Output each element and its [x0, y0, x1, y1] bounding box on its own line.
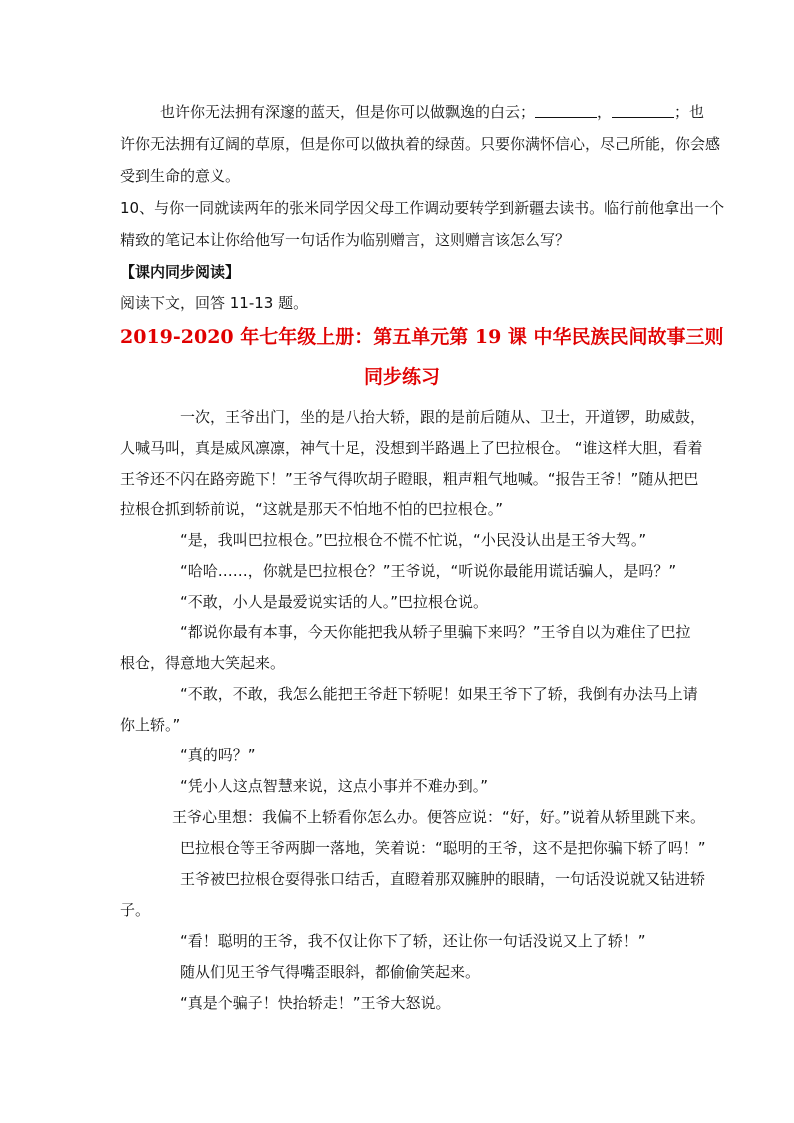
paragraph-line: 受到生命的意义。	[120, 167, 241, 185]
story-line: “都说你最有本事，今天你能把我从轿子里骗下来吗？”王爷自以为难住了巴拉	[180, 623, 691, 641]
section-heading: 【课内同步阅读】	[120, 263, 241, 281]
story-line: 你上轿。”	[120, 716, 181, 734]
answer-blank-1[interactable]	[535, 103, 597, 118]
story-line: “不敢，不敢，我怎么能把王爷赶下轿呢！如果王爷下了轿，我倒有办法马上请	[180, 685, 698, 703]
story-line: 巴拉根仓等王爷两脚一落地，笑着说：“聪明的王爷，这不是把你骗下轿了吗！”	[180, 839, 706, 857]
story-line: 一次，王爷出门，坐的是八抬大轿，跟的是前后随从、卫士，开道锣，助威鼓，	[180, 408, 706, 426]
text-run: 也许你无法拥有深邃的蓝天，但是你可以做飘逸的白云；	[160, 103, 536, 121]
story-line: “真的吗？”	[180, 746, 256, 764]
text-run: ，	[597, 103, 613, 121]
question-10-line: 精致的笔记本让你给他写一句话作为临别赠言，这则赠言该怎么写？	[120, 231, 571, 249]
story-line: 子。	[120, 901, 151, 919]
story-line: 王爷还不闪在路旁跪下！”王爷气得吹胡子瞪眼，粗声粗气地喊。“报告王爷！”随从把巴	[120, 470, 699, 488]
paragraph-line-blanks	[160, 97, 704, 127]
story-line: 根仓，得意地大笑起来。	[120, 654, 286, 672]
instruction-line: 阅读下文，回答 11-13 题。	[120, 294, 309, 312]
story-line: 拉根仓抓到轿前说，“这就是那天不怕地不怕的巴拉根仓。”	[120, 500, 504, 518]
story-line: “真是个骗子！快抬轿走！”王爷大怒说。	[180, 994, 451, 1012]
story-line: 王爷被巴拉根仓耍得张口结舌，直瞪着那双臃肿的眼睛，一句话没说就又钻进轿	[180, 870, 706, 888]
story-line: “看！聪明的王爷，我不仅让你下了轿，还让你一句话没说又上了轿！”	[180, 932, 646, 950]
story-line: “哈哈……，你就是巴拉根仓？”王爷说，“听说你最能用谎话骗人，是吗？”	[180, 562, 677, 580]
story-line: 随从们见王爷气得嘴歪眼斜，都偷偷笑起来。	[180, 963, 481, 981]
story-line: “不敢，小人是最爱说实话的人。”巴拉根仓说。	[180, 593, 489, 611]
paragraph-line: 许你无法拥有辽阔的草原，但是你可以做执着的绿茵。只要你满怀信心，尽己所能，你会感	[120, 135, 721, 153]
question-10-line: 10、与你一同就读两年的张米同学因父母工作调动要转学到新疆去读书。临行前他拿出一个	[120, 199, 725, 217]
page-title-line2: 同步练习	[364, 366, 441, 388]
page-title: 2019-2020 年七年级上册：第五单元第 19 课 中华民族民间故事三则	[120, 326, 724, 348]
answer-blank-2[interactable]	[612, 103, 674, 118]
story-line: “凭小人这点智慧来说，这点小事并不难办到。”	[180, 777, 489, 795]
story-line: 王爷心里想：我偏不上轿看你怎么办。便答应说：“好，好。”说着从轿里跳下来。	[172, 808, 706, 826]
story-line: “是，我叫巴拉根仓。”巴拉根仓不慌不忙说，“小民没认出是王爷大驾。”	[180, 531, 647, 549]
text-run: ；也	[674, 103, 705, 121]
story-line: 人喊马叫，真是威风凛凛，神气十足，没想到半路遇上了巴拉根仓。 “谁这样大胆，看着	[120, 439, 703, 457]
